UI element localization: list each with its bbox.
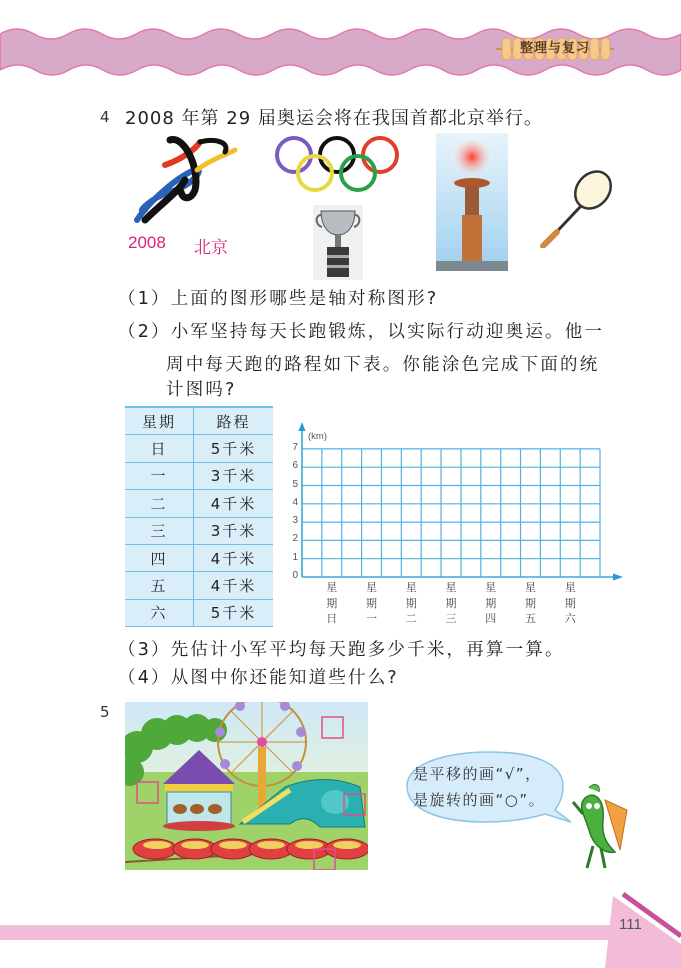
- y-axis-unit: (km): [308, 431, 327, 442]
- bar-chart: [280, 420, 625, 632]
- logo-caption-year: 2008: [128, 233, 166, 252]
- question-3-label: （3）: [118, 640, 171, 660]
- bubble-line-rotation: 是旋转的画“○”。: [413, 791, 546, 809]
- x-tick-label: 星 期 六: [564, 581, 576, 625]
- olympic-rings-icon: [272, 135, 402, 193]
- y-tick-label: 2: [292, 533, 298, 545]
- table-row: [125, 517, 273, 544]
- beijing-2008-logo-icon: [125, 130, 240, 225]
- problem-number-4: 4: [100, 108, 110, 126]
- problem-4-title: 2008 年第 29 届奥运会将在我国首都北京举行。: [125, 108, 543, 129]
- x-axis-arrow-icon: [613, 574, 623, 581]
- cell-day: 三: [125, 517, 194, 544]
- question-2-label: （2）: [118, 322, 171, 342]
- x-tick-label: 星 期 四: [485, 581, 497, 625]
- footer-bar: [0, 925, 610, 940]
- question-2-line1: 小军坚持每天长跑锻炼，以实际行动迎奥运。他一: [170, 322, 605, 342]
- question-2-line2: 周中每天跑的路程如下表。你能涂色完成下面的统: [166, 355, 600, 375]
- cell-distance: 4千米: [194, 544, 274, 571]
- question-1-text: 上面的图形哪些是轴对称图形?: [170, 289, 439, 309]
- cell-day: 四: [125, 544, 194, 571]
- x-tick-label: 星 期 五: [524, 581, 536, 625]
- question-2: [118, 316, 604, 349]
- y-tick-label: 4: [292, 496, 298, 508]
- header-weekday: 星期: [125, 407, 194, 435]
- trophy-icon: [313, 205, 363, 280]
- cell-day: 日: [125, 435, 194, 462]
- header-distance: 路程: [194, 407, 274, 435]
- olympic-torch-tower-icon: [436, 133, 508, 271]
- cell-distance: 4千米: [194, 572, 274, 599]
- table-row: [125, 462, 273, 489]
- y-tick-label: 7: [292, 441, 298, 453]
- cell-distance: 3千米: [194, 462, 274, 489]
- chart-grid: [280, 420, 625, 585]
- cell-day: 一: [125, 462, 194, 489]
- cell-day: 六: [125, 599, 194, 626]
- x-tick-label: 星 期 二: [405, 581, 417, 625]
- cell-distance: 5千米: [194, 435, 274, 462]
- amusement-park-scene: [125, 702, 368, 870]
- y-tick-label: 5: [292, 478, 298, 490]
- table-row: [125, 572, 273, 599]
- table-row: [125, 544, 273, 571]
- problem-number-5: 5: [100, 703, 110, 721]
- x-tick-label: 星 期 一: [366, 581, 378, 625]
- x-tick-label: 星 期 日: [326, 581, 338, 625]
- table-row: [125, 435, 273, 462]
- y-tick-label: 3: [292, 515, 298, 527]
- y-tick-label: 1: [292, 551, 298, 563]
- x-tick-label: 星 期 三: [445, 581, 457, 625]
- running-distance-table: [125, 406, 273, 627]
- table-header-row: [125, 407, 273, 435]
- question-4: [118, 662, 399, 695]
- question-4-label: （4）: [118, 668, 171, 688]
- y-tick-label: 0: [292, 570, 298, 581]
- cell-distance: 4千米: [194, 490, 274, 517]
- table-row: [125, 599, 273, 626]
- cell-day: 二: [125, 490, 194, 517]
- page-number: 111: [619, 916, 642, 933]
- cell-distance: 5千米: [194, 599, 274, 626]
- logo-caption-city: 北京: [194, 238, 228, 257]
- bubble-line-translation: 是平移的画“√”，: [413, 765, 542, 783]
- question-2-line3: 计图吗?: [166, 380, 237, 400]
- question-3-text: 先估计小军平均每天跑多少千米，再算一算。: [170, 640, 565, 660]
- y-tick-label: 6: [292, 460, 298, 472]
- question-1: [118, 283, 438, 316]
- table-row: [125, 490, 273, 517]
- question-1-label: （1）: [118, 289, 171, 309]
- tennis-racket-icon: [535, 168, 615, 248]
- section-badge-label: 整理与复习: [519, 41, 590, 56]
- cell-distance: 3千米: [194, 517, 274, 544]
- pea-pod-mascot-icon: [565, 780, 635, 875]
- question-4-text: 从图中你还能知道些什么?: [170, 668, 399, 688]
- y-axis-arrow-icon: [299, 422, 306, 431]
- cell-day: 五: [125, 572, 194, 599]
